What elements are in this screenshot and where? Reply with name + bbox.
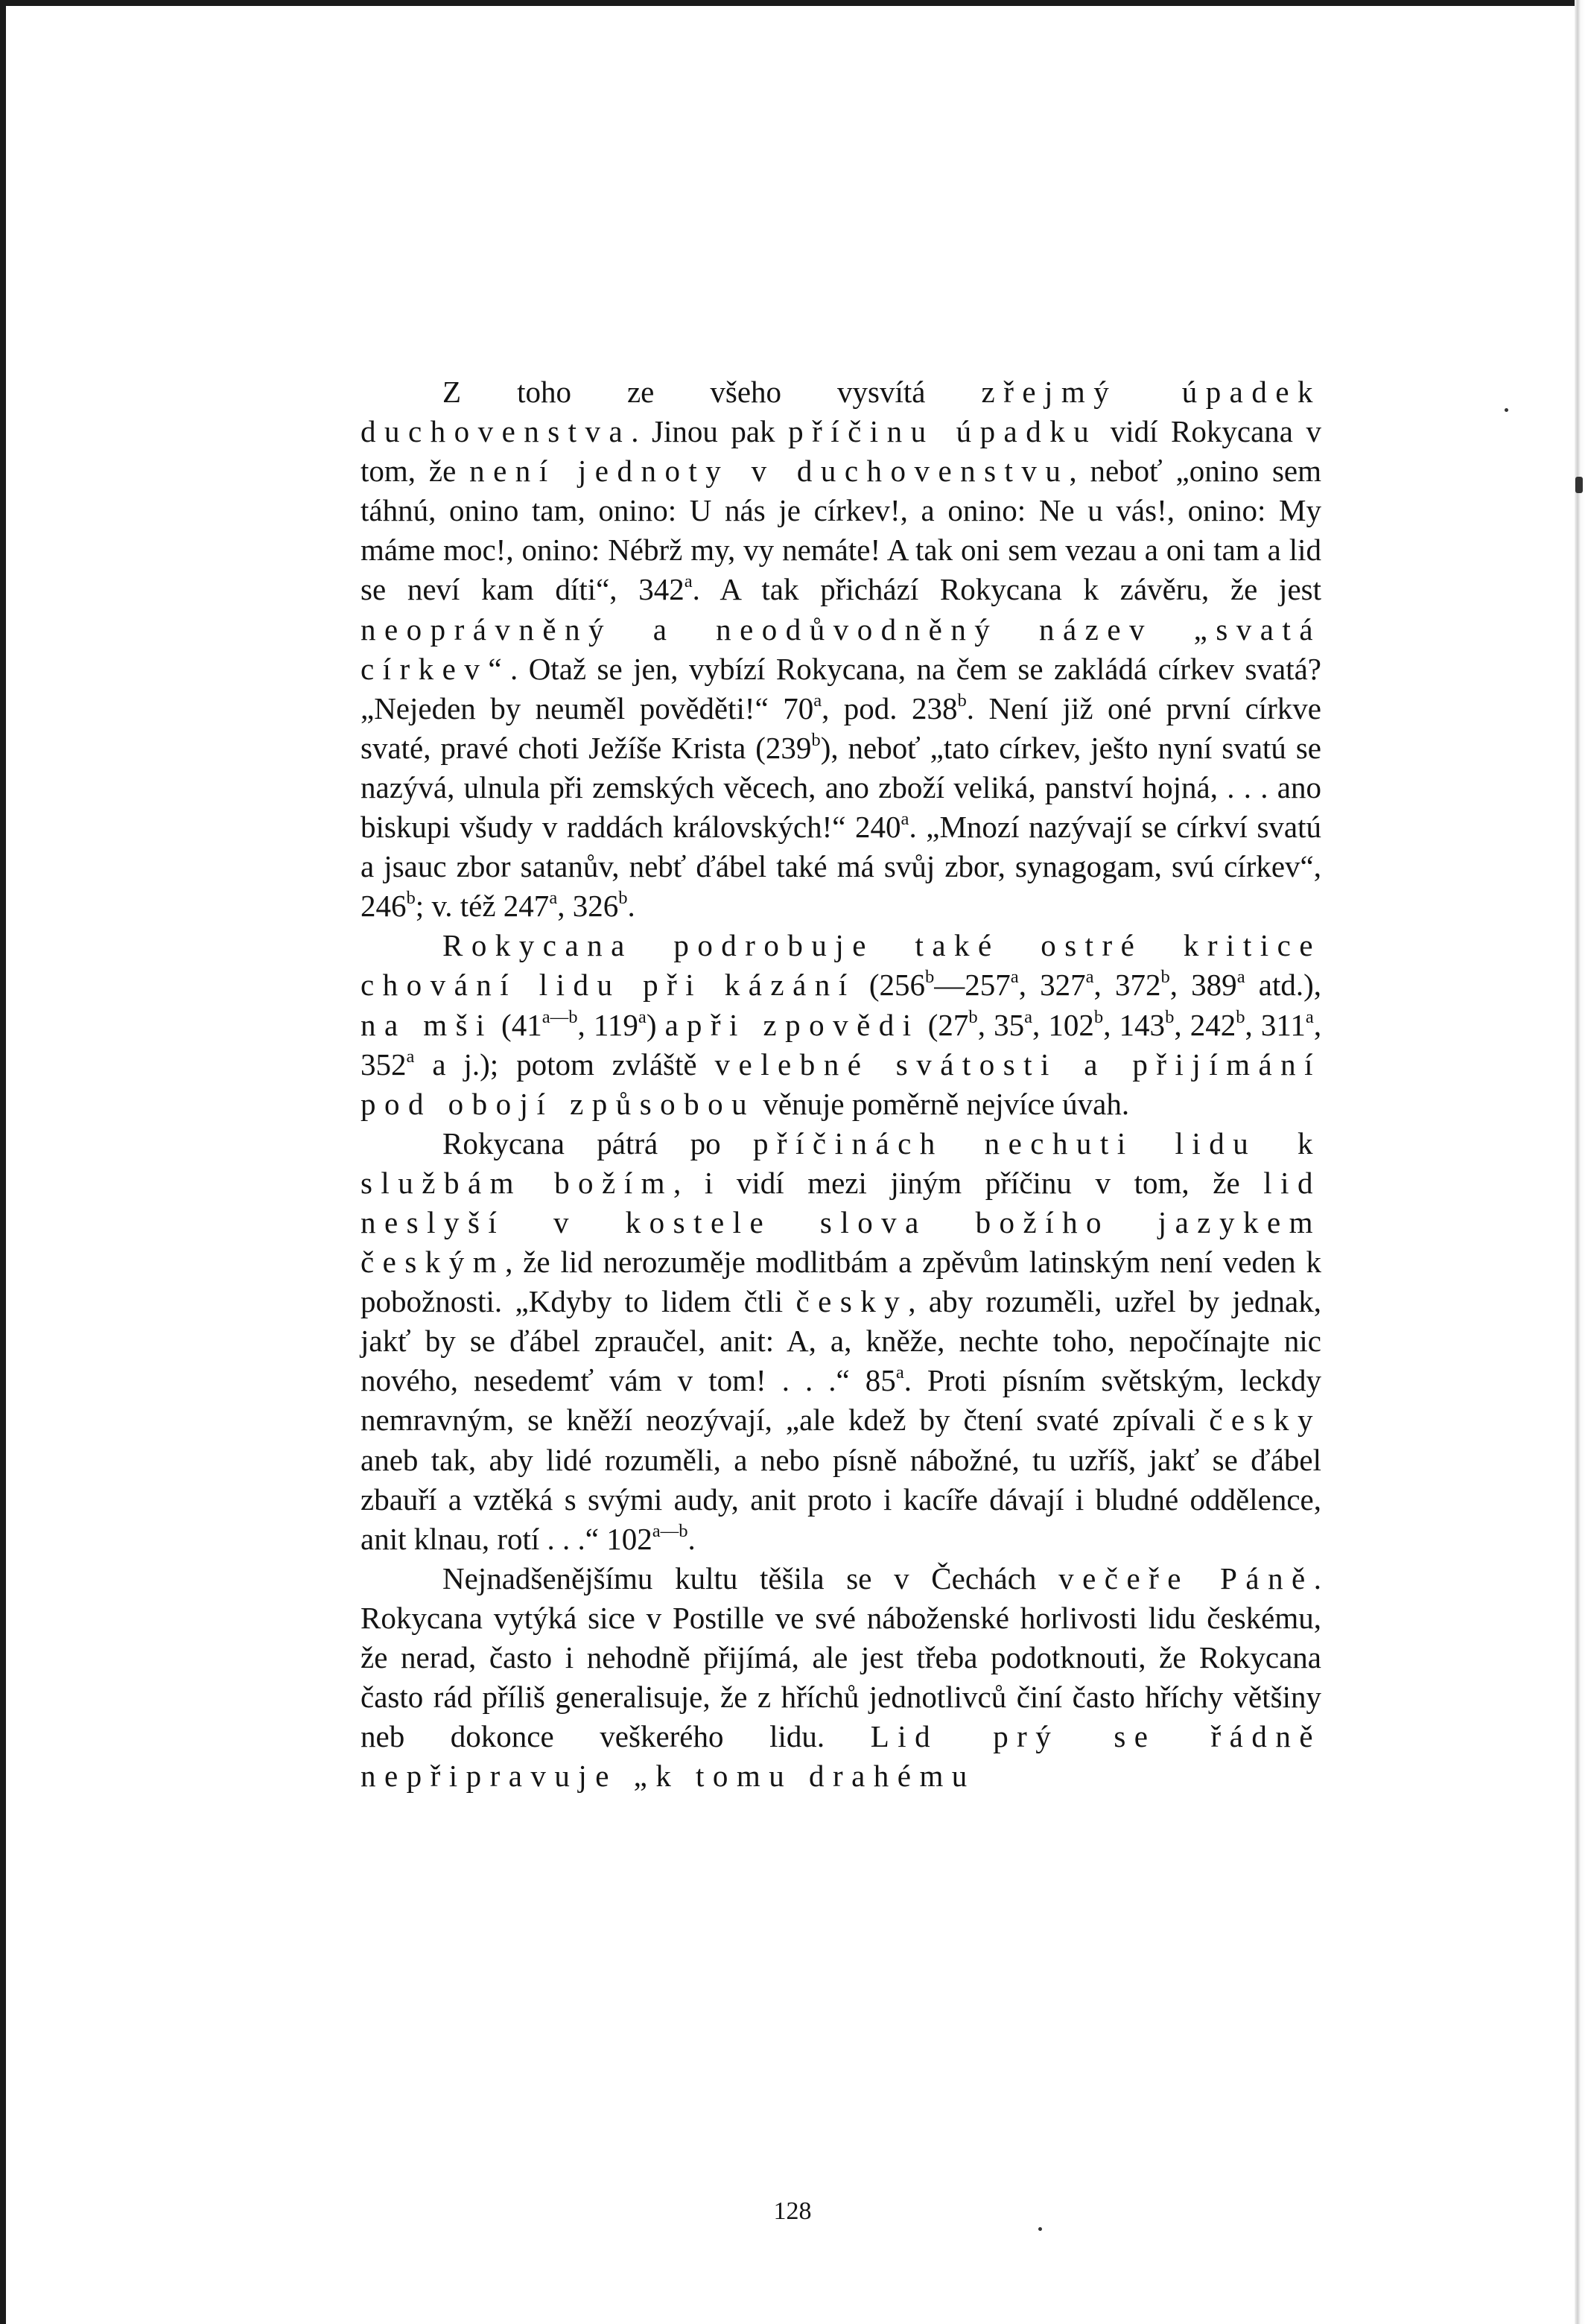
spaced-emphasis: na mši (360, 1007, 493, 1042)
spaced-emphasis: lid neslyší v kostele slova božího jazykem českým (360, 1165, 1321, 1280)
text-run: , 327 (1018, 968, 1086, 1003)
superscript-ref: b (618, 888, 628, 908)
text-run: —257 (934, 968, 1011, 1003)
superscript-ref: a—b (541, 1006, 578, 1027)
text-run: Nejnadšenějšímu kultu těšila se v Čechách (442, 1561, 1059, 1596)
superscript-ref: a (895, 1362, 904, 1383)
superscript-ref: b (968, 1006, 978, 1027)
spaced-emphasis: není jednoty v duchovenstvu (469, 454, 1070, 489)
paragraph (360, 926, 1321, 1123)
superscript-ref: b (924, 967, 935, 988)
superscript-ref: b (1165, 1006, 1175, 1027)
superscript-ref: a (901, 808, 909, 829)
text-run: věnuje poměrně nejvíce úvah. (755, 1086, 1130, 1121)
text-run: . Jinou pak (631, 414, 789, 449)
superscript-ref: a (549, 888, 558, 908)
scan-speck (1038, 2227, 1042, 2231)
superscript-ref: a (1305, 1006, 1314, 1027)
superscript-ref: a (813, 690, 822, 711)
spaced-emphasis: příčinu úpadku (788, 414, 1098, 449)
spaced-emphasis: česky (795, 1284, 909, 1319)
text-run: Rokycana pátrá po (442, 1126, 753, 1161)
superscript-ref: b (1236, 1006, 1245, 1027)
text-run: , 242 (1174, 1007, 1236, 1042)
superscript-ref: b (1093, 1006, 1104, 1027)
text-run: a j.); potom zvláště (414, 1047, 715, 1082)
text-run: , 35 (977, 1007, 1025, 1042)
text-run: , 372 (1093, 968, 1161, 1003)
spaced-emphasis: Rokycana podrobuje také ostré kritice chování lidu při kázání (360, 928, 1321, 1003)
text-run: , 389 (1169, 968, 1237, 1003)
text-run: Z toho ze všeho vysvítá (442, 375, 982, 409)
text-run: aneb tak, aby lidé rozuměli, a nebo písně nábožné, tu uzříš, jakť se ďábel zbauří a vztěká s svými audy, anit proto i kacíře dávají i bludné oddělence, anit klnau, rotí . . .“ 102 (360, 1442, 1321, 1556)
paragraph (360, 1124, 1321, 1559)
text-run: . Není již oné první církve svaté, pravé choti Ježíše Krista (239 (360, 690, 1322, 765)
superscript-ref: a—b (652, 1520, 688, 1541)
superscript-ref: a (1085, 967, 1094, 988)
page-number: 128 (773, 2197, 812, 2225)
paragraph (360, 372, 1321, 926)
text-run: ), neboť „tato církev, ješto nyní svatú se nazývá, ulnula při zemských věcech, ano zboží veliká, panství hojná, . . . ano biskupi všudy v raddách královských!“ 240 (360, 730, 1321, 845)
paragraph (360, 1559, 1321, 1797)
text-run: (27 (919, 1007, 969, 1042)
superscript-ref: a (638, 1006, 647, 1027)
text-run: , 119 (577, 1007, 638, 1042)
text-run: , 311 (1245, 1007, 1306, 1042)
text-run: , 352 (360, 1007, 1322, 1082)
text-run: . Otaž se jen, vybízí Rokycana, na čem se zakládá církev svatá? „Nejeden by neuměl pověděti!“ 70 (360, 651, 1321, 726)
text-run: . (687, 1521, 696, 1556)
text-run: , neboť „onino sem táhnú, onino tam, onino: U nás je církev!, a onino: Ne u vás!, onino: My máme moc!, onino: Nébrž my, vy nemáte! A tak oni sem vezau a oni tam a lid se neví kam díti“, 342 (360, 454, 1321, 607)
text-run: . A tak přichází Rokycana k závěru, že jest (692, 572, 1321, 607)
superscript-ref: a (1236, 967, 1245, 988)
text-run: . Proti písním světským, leckdy nemravným, se kněží neozývají, „ale kdež by čtení svaté zpívali (360, 1363, 1321, 1438)
text-run: . „Mnozí nazývají se církví svatú a jsauc zbor satanův, nebť ďábel také má svůj zbor, synagogam, svú církev“, 246 (360, 810, 1321, 924)
spaced-emphasis: česky (1209, 1403, 1321, 1438)
text-run: . Rokycana vytýká sice v Postille ve své náboženské horlivosti lidu českému, že nerad, často i nehodně přijímá, ale jest třeba podotknouti, že Rokycana často rád příliš generalisuje, že z hříchů jednotlivců činí často hříchy většiny neb dokonce veškerého lidu. (360, 1561, 1321, 1754)
spaced-emphasis: velebné svátosti a přijímání pod obojí způsobou (360, 1047, 1322, 1121)
superscript-ref: b (406, 888, 416, 908)
superscript-ref: b (1160, 967, 1170, 988)
text-run: , pod. 238 (822, 690, 958, 726)
text-run: (41 (492, 1007, 542, 1042)
text-run: . (627, 889, 635, 924)
spaced-emphasis: neoprávněný a neodůvodněný název „svatá církev“ (360, 612, 1321, 686)
page-body (360, 372, 1321, 1796)
text-run: , 326 (557, 889, 619, 924)
spaced-emphasis: zřejmý úpadek duchovenstva (360, 375, 1322, 449)
scan-speck (1505, 408, 1508, 412)
superscript-ref: a (684, 571, 693, 592)
superscript-ref: b (957, 690, 967, 711)
text-run: , i vidí mezi jiným příčinu v tom, že (673, 1165, 1264, 1200)
text-run: , 102 (1032, 1007, 1094, 1042)
scan-edge-top (0, 0, 1585, 6)
superscript-ref: a (1024, 1006, 1033, 1027)
text-run: vidí Rokycana v tom, že (360, 414, 1321, 489)
superscript-ref: a (1010, 967, 1019, 988)
scan-edge-right (1575, 0, 1585, 2324)
spaced-emphasis: Lid prý se řádně nepřipravuje „k tomu drahému (360, 1719, 1321, 1794)
superscript-ref: a (406, 1046, 415, 1067)
text-run: ; v. též 247 (415, 889, 550, 924)
scan-speck (1575, 477, 1583, 493)
text-run: , 143 (1103, 1007, 1166, 1042)
spaced-emphasis: večeře Páně (1058, 1561, 1314, 1596)
text-run: , aby rozuměli, uzřel by jednak, jakť by se ďábel zpraučel, anit: A, a, kněže, nechte toho, nepočínajte nic nového, nesedemť vám v tom! . . .“ 85 (360, 1284, 1321, 1398)
scan-edge-left (0, 0, 6, 2324)
spaced-emphasis: příčinách nechuti lidu k službám božím (360, 1126, 1321, 1200)
text-run: , že lid nerozuměje modlitbám a zpěvům latinským není veden k pobožnosti. „Kdyby to lidem čtli (360, 1245, 1321, 1319)
spaced-emphasis: při zpovědi (686, 1007, 920, 1042)
text-run: ) a (646, 1007, 687, 1042)
text-run: atd.), (1245, 968, 1322, 1003)
text-run: (256 (855, 968, 925, 1003)
superscript-ref: b (811, 729, 821, 750)
